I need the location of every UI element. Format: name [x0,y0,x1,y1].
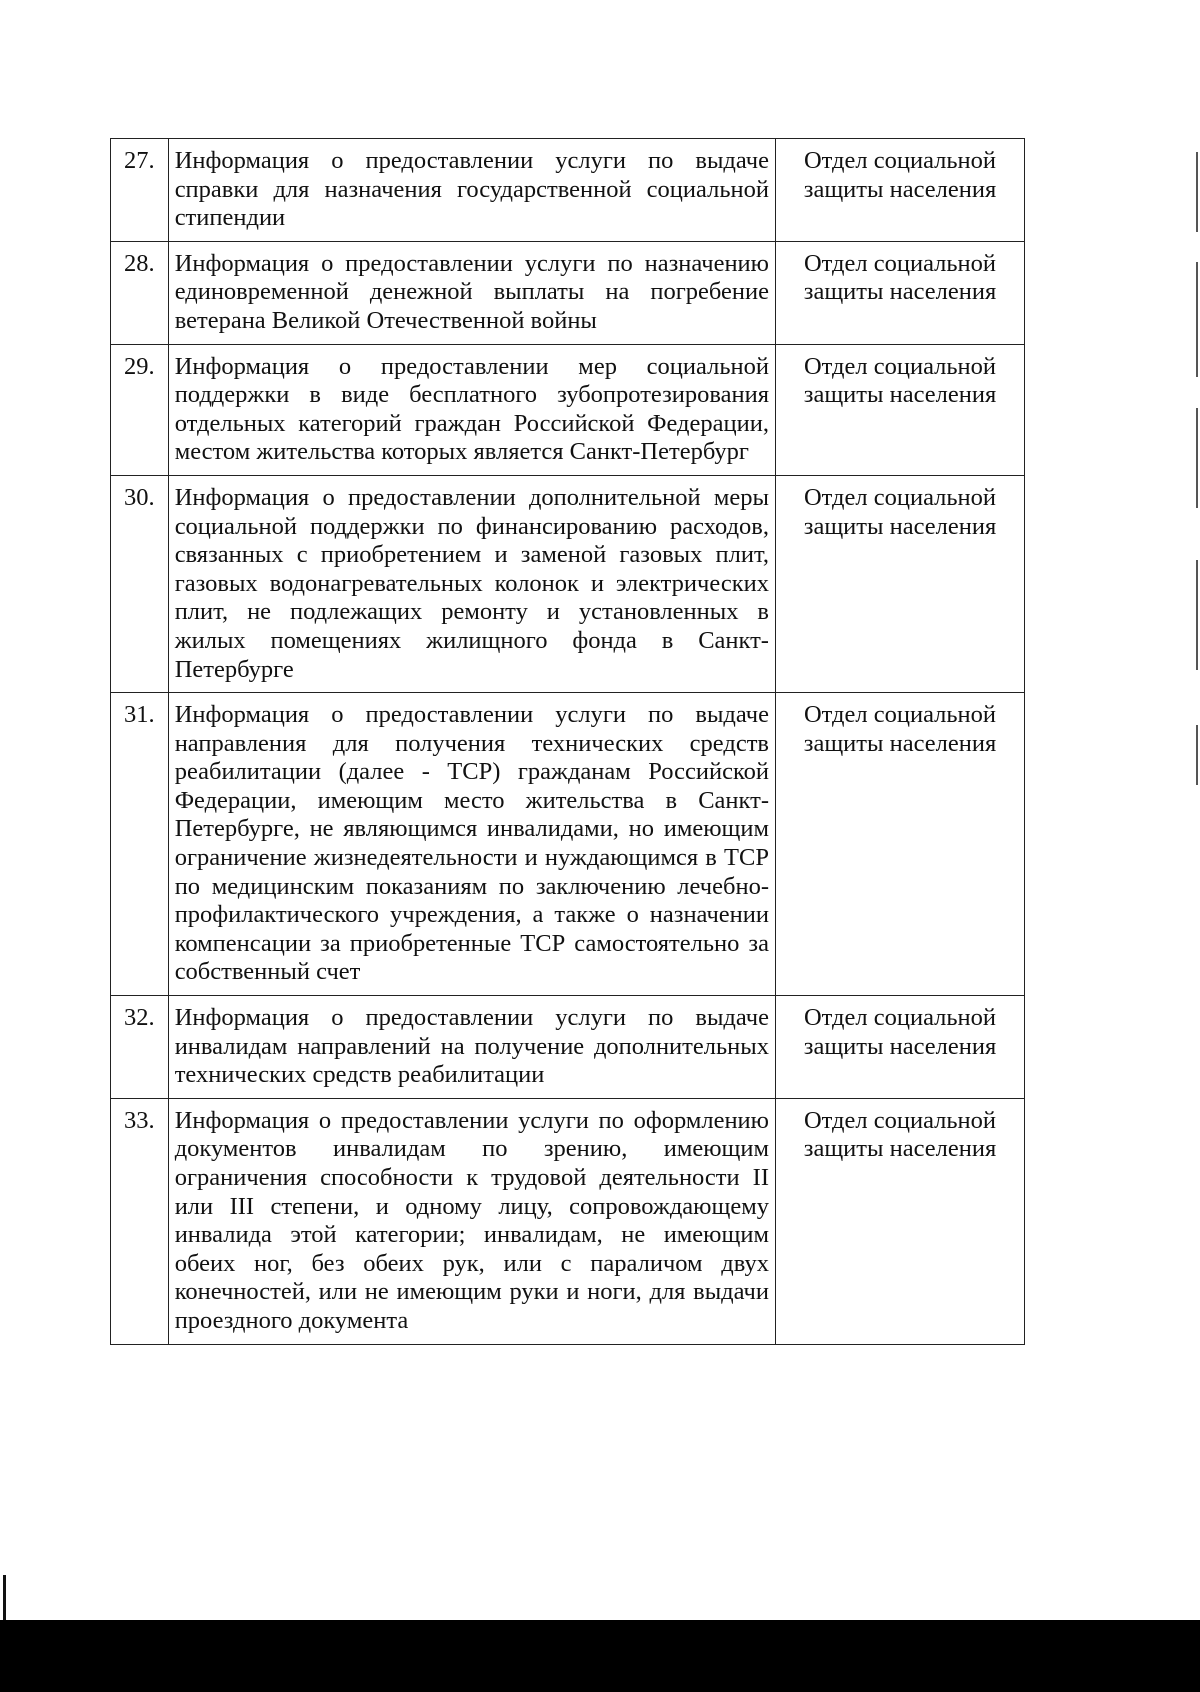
table-row [111,693,1025,996]
service-description: Информация о предоставлении дополнительной меры социальной поддержки по финансированию расходов, связанных с приобретением и заменой газовых плит, газовых водонагревательных колонок и электрических плит, не подлежащих ремонту и установленных в жилых помещениях жилищного фонда в Санкт-Петербурге [168,475,775,692]
scan-margin-mark [1196,560,1198,670]
services-table [110,138,1025,1345]
service-description: Информация о предоставлении услуги по оформлению документов инвалидам по зрению, имеющим ограничения способности к трудовой деятельности II или III степени, и одному лицу, сопровождающему инвалида этой категории; инвалидам, не имеющим обеих ног, без обеих рук, или с параличом двух конечностей, или не имеющим руки и ноги, для выдачи проездного документа [168,1098,775,1344]
department-line: Отдел социальной [803,701,997,729]
scan-margin-mark [1196,262,1198,377]
department-line: Отдел социальной [803,249,997,277]
department-line: защиты населения [803,512,997,540]
department-line: защиты населения [803,1135,997,1163]
department-line: защиты населения [803,1032,997,1060]
department-line: Отдел социальной [803,1004,997,1032]
row-number: 29. [111,344,169,475]
table-row [111,475,1025,692]
scan-bottom-band [0,1620,1200,1692]
row-number: 30. [111,475,169,692]
scan-margin-mark [1196,408,1198,508]
table-row [111,241,1025,344]
department-line: защиты населения [803,381,997,409]
table-row [111,996,1025,1099]
department-line: Отдел социальной [803,147,997,174]
department-line: Отдел социальной [803,483,997,511]
responsible-department [775,996,1024,1099]
row-number: 31. [111,693,169,996]
responsible-department [775,1098,1024,1344]
scan-margin-mark [1196,725,1198,785]
department-line: защиты населения [803,278,997,306]
service-description: Информация о предоставлении мер социальной поддержки в виде бесплатного зубопротезирования отдельных категорий граждан Российской Федерации, местом жительства которых является Санкт-Петербург [168,344,775,475]
service-description: Информация о предоставлении услуги по выдаче направления для получения технических средств реабилитации (далее - ТСР) гражданам Российской Федерации, имеющим место жительства в Санкт-Петербурге, не являющимся инвалидами, но имеющим ограничение жизнедеятельности и нуждающимся в ТСР по медицинским показаниям по заключению лечебно-профилактического учреждения, а также о назначении компенсации за приобретенные ТСР самостоятельно за собственный счет [168,693,775,996]
department-line: Отдел социальной [803,352,997,380]
department-line: защиты населения [803,175,997,203]
service-description: Информация о предоставлении услуги по выдаче инвалидам направлений на получение дополнительных технических средств реабилитации [168,996,775,1099]
table-row [111,1098,1025,1344]
responsible-department [775,344,1024,475]
row-number: 28. [111,241,169,344]
table-row [111,344,1025,475]
responsible-department [775,241,1024,344]
service-description: Информация о предоставлении услуги по выдаче справки для назначения государственной социальной стипендии [168,139,775,242]
table-row [111,139,1025,242]
row-number: 27. [111,139,169,242]
responsible-department [775,693,1024,996]
row-number: 33. [111,1098,169,1344]
department-line: защиты населения [803,729,997,757]
row-number: 32. [111,996,169,1099]
scan-margin-mark [1196,152,1198,232]
responsible-department [775,475,1024,692]
department-line: Отдел социальной [803,1106,997,1134]
responsible-department [775,139,1024,242]
service-description: Информация о предоставлении услуги по назначению единовременной денежной выплаты на погребение ветерана Великой Отечественной войны [168,241,775,344]
